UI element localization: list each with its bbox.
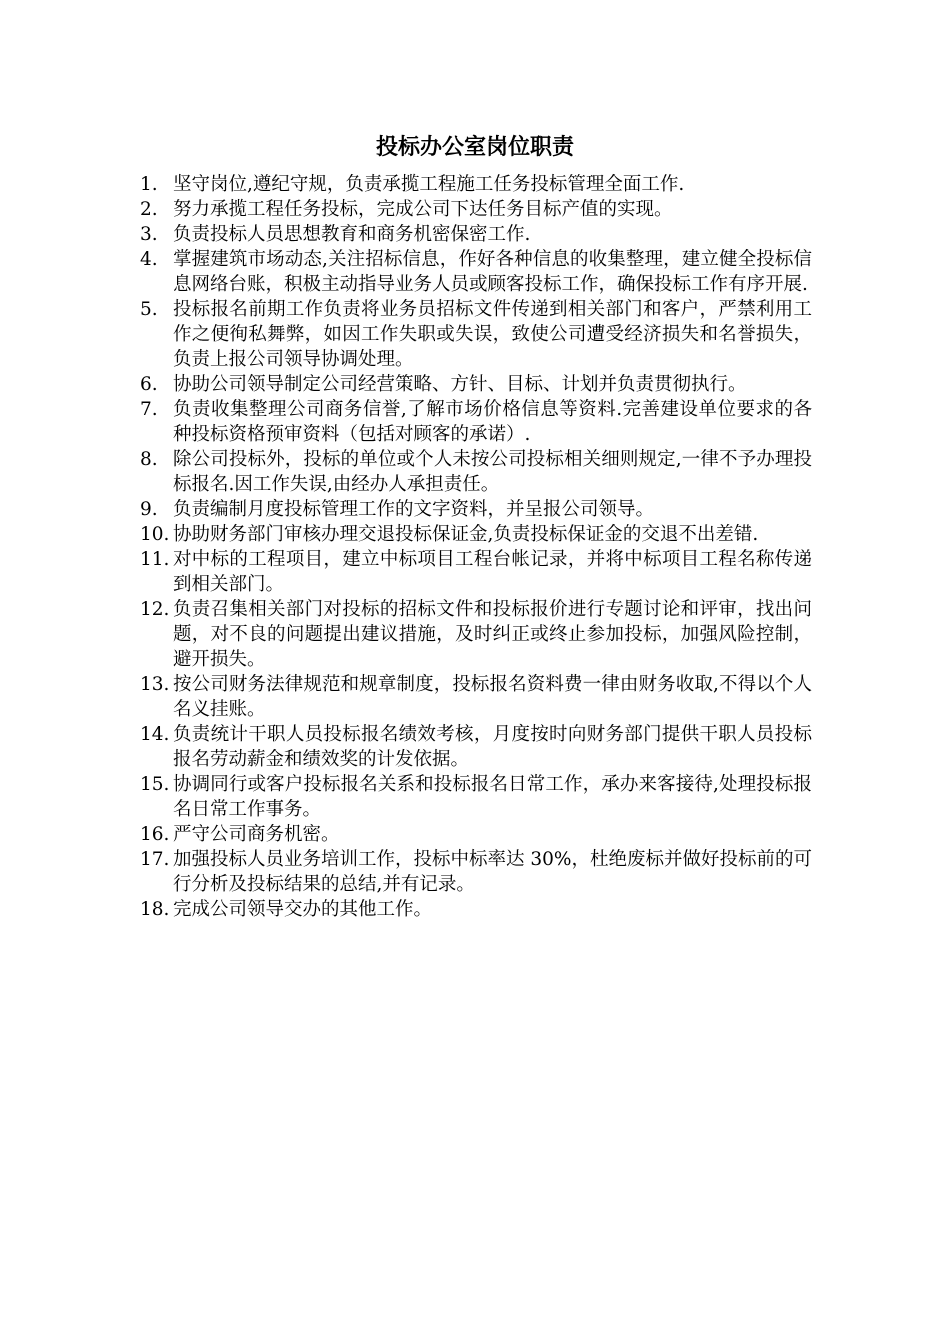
list-item [140,297,812,372]
list-item-text: 掌握建筑市场动态,关注招标信息，作好各种信息的收集整理，建立健全投标信息网络台账，积极主动指导业务人员或顾客投标工作，确保投标工作有序开展. [173,249,812,295]
list-item-text: 对中标的工程项目，建立中标项目工程台帐记录，并将中标项目工程名称传递到相关部门。 [173,549,812,595]
list-item [140,522,812,547]
list-item-text: 协调同行或客户投标报名关系和投标报名日常工作，承办来客接待,处理投标报名日常工作事务。 [173,774,812,820]
list-item-number: 11. [140,549,170,570]
list-item [140,722,812,772]
list-item-text: 负责编制月度投标管理工作的文字资料，并呈报公司领导。 [173,499,655,520]
list-item [140,247,812,297]
list-item-text: 努力承揽工程任务投标，完成公司下达任务目标产值的实现。 [173,199,673,220]
list-item-number: 17. [140,849,170,870]
list-item-number: 1. [140,174,158,195]
list-item-number: 18. [140,899,170,920]
list-item [140,822,812,847]
list-item-number: 12. [140,599,170,620]
list-item-number: 2. [140,199,158,220]
list-item-text: 负责召集相关部门对投标的招标文件和投标报价进行专题讨论和评审，找出问题，对不良的问题提出建议措施，及时纠正或终止参加投标，加强风险控制，避开损失。 [173,599,812,670]
list-item-number: 16. [140,824,170,845]
list-item-number: 10. [140,524,170,545]
list-item-text: 坚守岗位,遵纪守规，负责承揽工程施工任务投标管理全面工作. [173,174,685,195]
list-item-number: 9. [140,499,158,520]
list-item-text: 负责收集整理公司商务信誉,了解市场价格信息等资料.完善建设单位要求的各种投标资格预审资料（包括对顾客的承诺）. [173,399,812,445]
list-item-number: 5. [140,299,158,320]
list-item-text: 严守公司商务机密。 [173,824,340,845]
list-item [140,172,812,197]
list-item [140,222,812,247]
list-item [140,372,812,397]
list-item [140,197,812,222]
list-item [140,547,812,597]
list-item-text: 负责统计干职人员投标报名绩效考核，月度按时向财务部门提供干职人员投标报名劳动薪金和绩效奖的计发依据。 [173,724,812,770]
list-item-number: 3. [140,224,158,245]
list-item [140,672,812,722]
list-item-text: 投标报名前期工作负责将业务员招标文件传递到相关部门和客户，严禁利用工作之便徇私舞弊，如因工作失职或失误，致使公司遭受经济损失和名誉损失，负责上报公司领导协调处理。 [173,299,812,370]
list-item-text: 协助公司领导制定公司经营策略、方针、目标、计划并负责贯彻执行。 [173,374,747,395]
list-item-text: 按公司财务法律规范和规章制度，投标报名资料费一律由财务收取,不得以个人名义挂账。 [173,674,812,720]
list-item-number: 15. [140,774,170,795]
list-item-number: 13. [140,674,170,695]
list-item [140,772,812,822]
list-item [140,397,812,447]
list-item [140,897,812,922]
list-item-text: 加强投标人员业务培训工作，投标中标率达 30%，杜绝废标并做好投标前的可行分析及投标结果的总结,并有记录。 [173,849,813,895]
page-title: 投标办公室岗位职责 [375,135,574,160]
list-item-number: 14. [140,724,170,745]
list-item [140,497,812,522]
list-item-number: 6. [140,374,158,395]
list-item-text: 负责投标人员思想教育和商务机密保密工作. [173,224,531,245]
list-item-number: 7. [140,399,158,420]
list-item-number: 4. [140,249,158,270]
list-item-text: 协助财务部门审核办理交退投标保证金,负责投标保证金的交退不出差错. [173,524,759,545]
list-item-text: 完成公司领导交办的其他工作。 [173,899,433,920]
list-item-text: 除公司投标外，投标的单位或个人未按公司投标相关细则规定,一律不予办理投标报名.因工作失误,由经办人承担责任。 [173,449,812,495]
duty-list [140,172,812,922]
list-item-number: 8. [140,449,158,470]
list-item [140,847,812,897]
list-item [140,597,812,672]
list-item [140,447,812,497]
